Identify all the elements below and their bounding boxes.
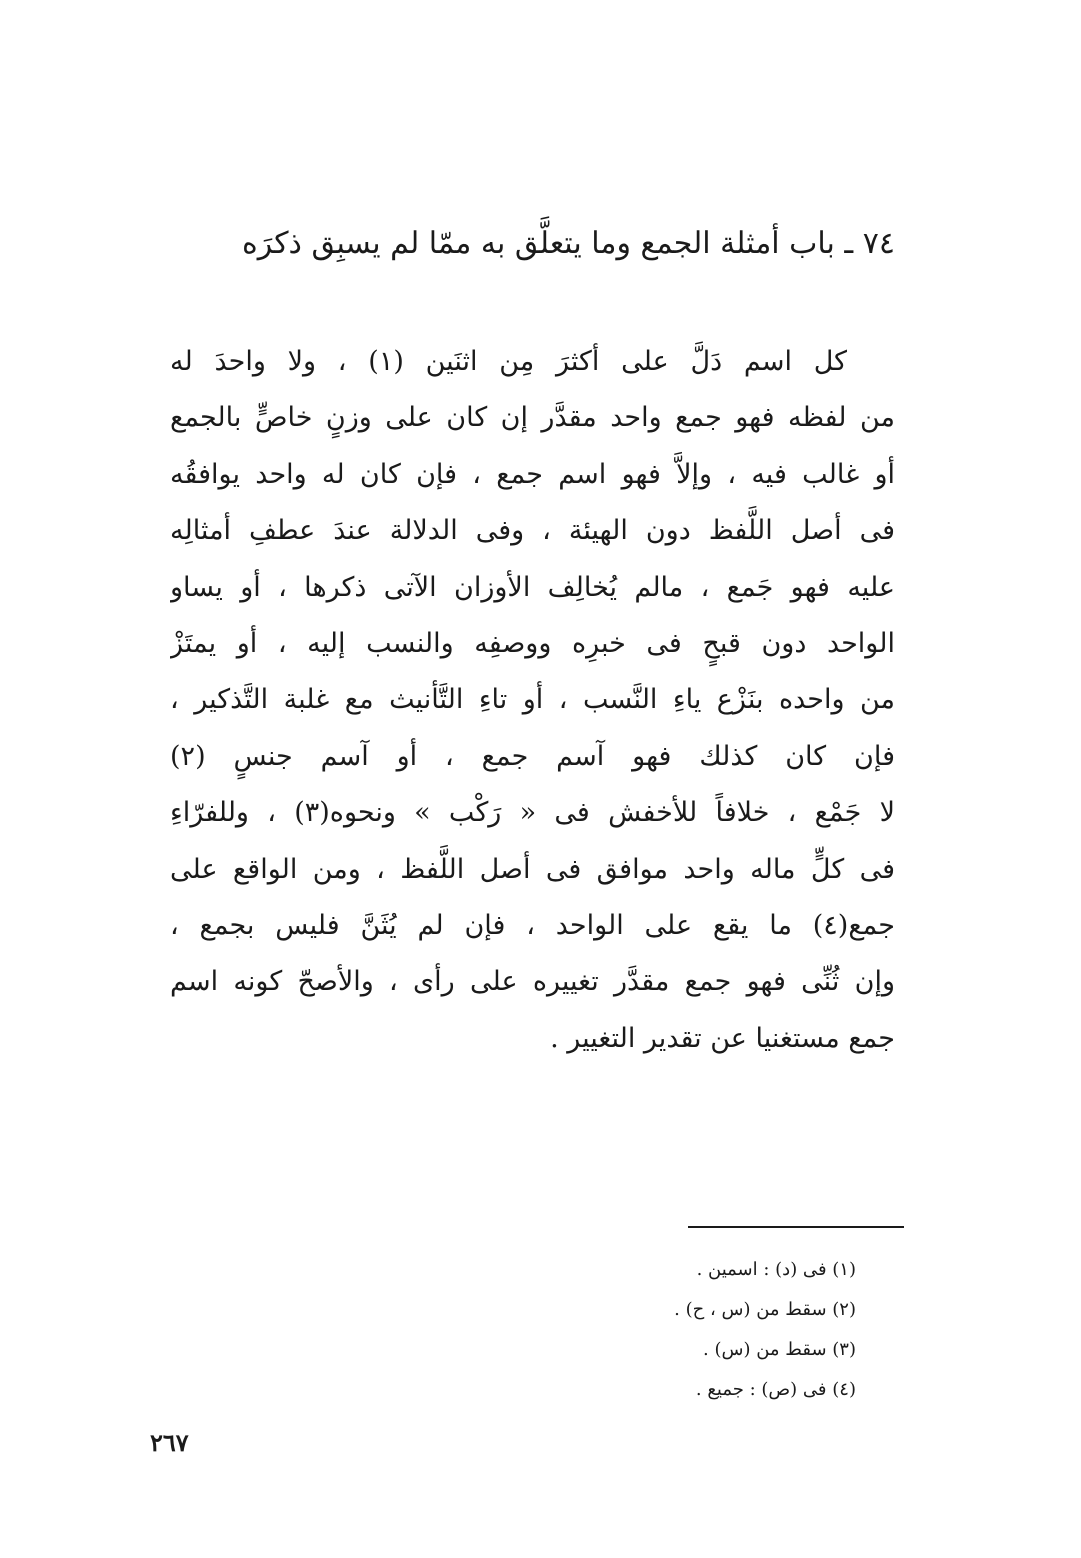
body-line: لا جَمْع ، خلافاً للأخفش فى « رَكْب » ونحوه(٣) ، وللفرّاءِ — [170, 797, 895, 829]
footnote: (٤) فى (ص) : جميع . — [695, 1379, 856, 1400]
body-line: فى أصل اللَّفظ دون الهيئة ، وفى الدلالة عندَ عطفِ أمثالِه — [170, 515, 895, 547]
body-line: من لفظه فهو جمع واحد مقدَّر إن كان على وزنٍ خاصٍّ بالجمع — [170, 402, 895, 434]
footnote-separator — [688, 1226, 904, 1228]
body-line: الواحد دون قبحٍ فى خبرِه ووصفِه والنسب إليه ، أو يمتَزْ — [170, 627, 895, 659]
footnotes — [560, 1250, 856, 1410]
footnote: (٢) سقط من (س ، ح) . — [674, 1299, 856, 1320]
body-line: فى كلٍّ ماله واحد موافق فى أصل اللَّفظ ، ومن الواقع على — [170, 853, 895, 885]
body-line: أو غالب فيه ، وإلاَّ فهو اسم جمع ، فإن كان له واحد يوافقُه — [170, 458, 895, 490]
footnote: (١) فى (د) : اسمين . — [696, 1259, 856, 1280]
body-line: جمع(٤) ما يقع على الواحد ، فإن لم يُثَنَّ فليس بجمع ، — [170, 909, 895, 941]
chapter-heading: ٧٤ ـ باب أمثلة الجمع وما يتعلَّق به ممّا لم يسبِق ذكرَه — [242, 226, 895, 261]
body-line: كل اسم دَلَّ على أكثرَ مِن اثنَين (١) ، ولا واحدَ له — [170, 346, 848, 377]
footnote: (٣) سقط من (س) . — [703, 1339, 856, 1360]
body-line: فإن كان كذلك فهو آسم جمع ، أو آسم جنسٍ (٢) — [170, 740, 895, 772]
body-line: وإن ثُنِّى فهو جمع مقدَّر تغييره على رأى ، والأصحّ كونه اسم — [170, 966, 895, 998]
body-line: من واحده بنَزْع ياءِ النَّسب ، أو تاءِ التَّأنيث مع غلبة التَّذكير ، — [170, 684, 895, 716]
body-line: جمع مستغنيا عن تقدير التغيير . — [550, 1022, 895, 1054]
page-number: ٢٦٧ — [150, 1428, 189, 1457]
body-text — [170, 334, 895, 1067]
body-line: عليه فهو جَمع ، مالم يُخالِف الأوزان الآتى ذكرها ، أو يساو — [170, 571, 895, 603]
